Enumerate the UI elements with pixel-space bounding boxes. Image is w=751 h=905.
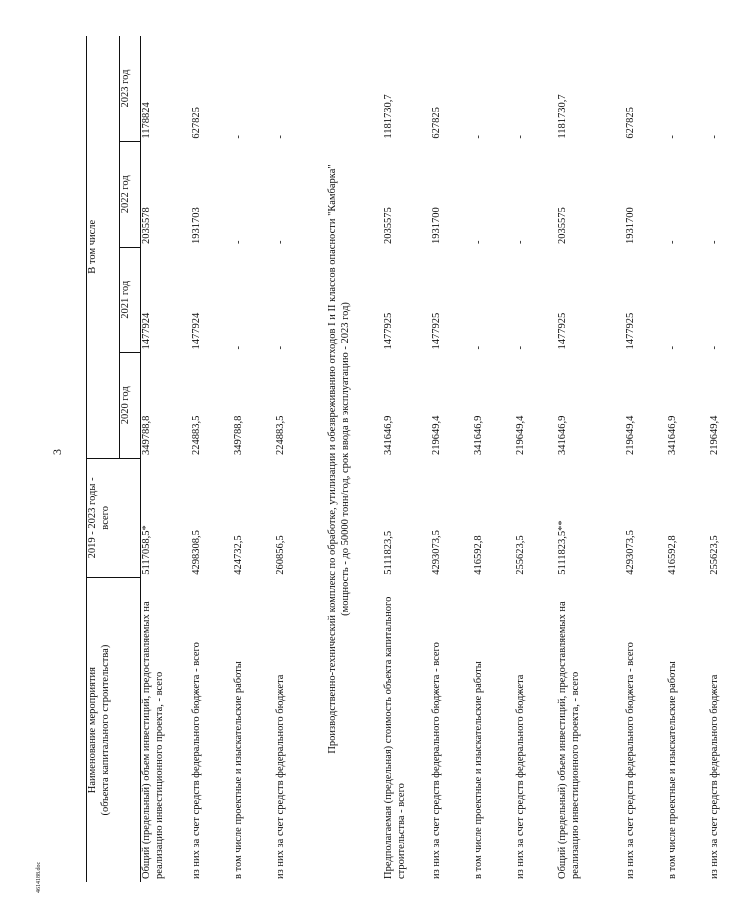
row-2020: 219649,4 [625,415,636,456]
table-row [383,36,431,882]
row-total: 5111823,5 [383,530,394,575]
row-total: 260856,5 [275,535,286,575]
row-2021: 1477925 [431,312,442,350]
row-2022: - [515,240,526,245]
rotated-page-content [86,36,720,882]
row-2021: 1477925 [383,312,394,350]
row-2021: - [667,346,678,350]
row-name: Общий (предельный) объем инвестиций, предоставляемых на реализацию инвестиционного проекта, - всего [557,601,581,879]
row-name: в том числе проектные и изыскательские работы [473,661,484,879]
table-row [709,36,751,882]
row-2023: 627825 [625,107,636,139]
row-name: из них за счет средств федерального бюджета [709,674,720,879]
row-2021: - [473,346,484,350]
row-2022: 2035578 [141,207,152,245]
header-year-2021: 2021 год [120,247,141,352]
row-2020: 341646,9 [383,415,394,456]
row-name: в том числе проектные и изыскательские работы [233,661,244,879]
row-total: 4293073,5 [625,530,636,575]
table-row [191,36,233,882]
row-total: 5111823,5** [557,520,568,575]
row-2021: 1477924 [191,312,202,350]
header-total-cell [87,458,141,578]
row-2023: - [473,135,484,139]
row-2020: 219649,4 [431,415,442,456]
header-name-cell [87,578,141,882]
row-2023: 627825 [431,107,442,139]
header-year-2020: 2020 год [120,353,141,458]
row-total: 424732,5 [233,535,244,575]
header-name-line1: Наименование мероприятия [87,667,98,794]
header-year-2022: 2022 год [120,142,141,247]
row-name: Предполагаемая (предельная) стоимость объекта капитального строительства - всего [383,596,407,879]
row-2020: 224883,5 [191,415,202,456]
row-2021: - [233,346,244,350]
row-2022: 1931700 [431,207,442,245]
row-name: Общий (предельный) объем инвестиций, предоставляемых на реализацию инвестиционного проекта, - всего [141,601,165,879]
row-2020: 349788,8 [141,415,152,456]
row-2022: 1931700 [625,207,636,245]
row-2023: 1181730,7 [557,94,568,139]
table-row [275,36,317,882]
row-name: из них за счет средств федерального бюджета - всего [625,642,636,879]
row-2022: - [473,240,484,245]
row-2020: 219649,4 [515,415,526,456]
row-total: 416592,8 [473,535,484,575]
table-row [233,36,275,882]
header-name-line2: (объекта капитального строительства) [99,644,111,816]
row-2022: 2035575 [557,207,568,245]
row-total: 255623,5 [709,535,720,575]
row-name: в том числе проектные и изыскательские работы [667,661,678,879]
row-total: 4293073,5 [431,530,442,575]
table-row [141,36,192,882]
row-2022: - [709,240,720,245]
row-2022: - [233,240,244,245]
row-2022: 1931703 [191,207,202,245]
investment-table [86,36,751,882]
table-row [473,36,515,882]
header-total-line2: всего [99,506,111,530]
row-name: из них за счет средств федерального бюджета [275,674,286,879]
table-row [557,36,625,882]
row-2020: 341646,9 [473,415,484,456]
row-2020: 341646,9 [557,415,568,456]
table-row [431,36,473,882]
row-2020: 341646,9 [667,415,678,456]
row-total: 4298308,5 [191,530,202,575]
page-number: 3 [50,449,64,455]
section-title [317,36,383,882]
row-2023: 1181730,7 [383,94,394,139]
row-name: из них за счет средств федерального бюджета [515,674,526,879]
section-title-line1: Производственно-технический комплекс по обработке, утилизации и обезвреживанию отходов I и II классов опасности "Камбарка" [327,164,338,754]
row-total: 416592,8 [667,535,678,575]
section-title-row [317,36,383,882]
header-total-line1: 2019 - 2023 годы - [87,477,98,559]
row-2022: 2035575 [383,207,394,245]
row-2023: - [667,135,678,139]
footer-document-code: 4614188.doc [36,861,42,893]
row-2021: 1477924 [141,312,152,350]
header-year-2023: 2023 год [120,36,141,142]
table-row [515,36,557,882]
table-row [667,36,709,882]
row-2020: 224883,5 [275,415,286,456]
row-name: из них за счет средств федерального бюджета - всего [431,642,442,879]
row-2022: - [667,240,678,245]
row-2020: 219649,4 [709,415,720,456]
table-row [625,36,667,882]
table-body [141,36,751,882]
row-2020: 349788,8 [233,415,244,456]
table-header [87,36,141,882]
row-2021: 1477925 [625,312,636,350]
row-2021: - [275,346,286,350]
row-2022: - [275,240,286,245]
header-including: В том числе [87,36,120,458]
section-title-line2: (мощность - до 50000 тонн/год, срок ввода в эксплуатацию - 2023 год) [339,302,351,616]
row-2021: - [515,346,526,350]
row-2023: 1178824 [141,102,152,139]
row-2023: - [275,135,286,139]
row-2021: 1477925 [557,312,568,350]
row-2023: 627825 [191,107,202,139]
row-2023: - [233,135,244,139]
row-2021: - [709,346,720,350]
row-2023: - [709,135,720,139]
row-name: из них за счет средств федерального бюджета - всего [191,642,202,879]
row-2023: - [515,135,526,139]
row-total: 255623,5 [515,535,526,575]
row-total: 5117058,5* [141,525,152,575]
